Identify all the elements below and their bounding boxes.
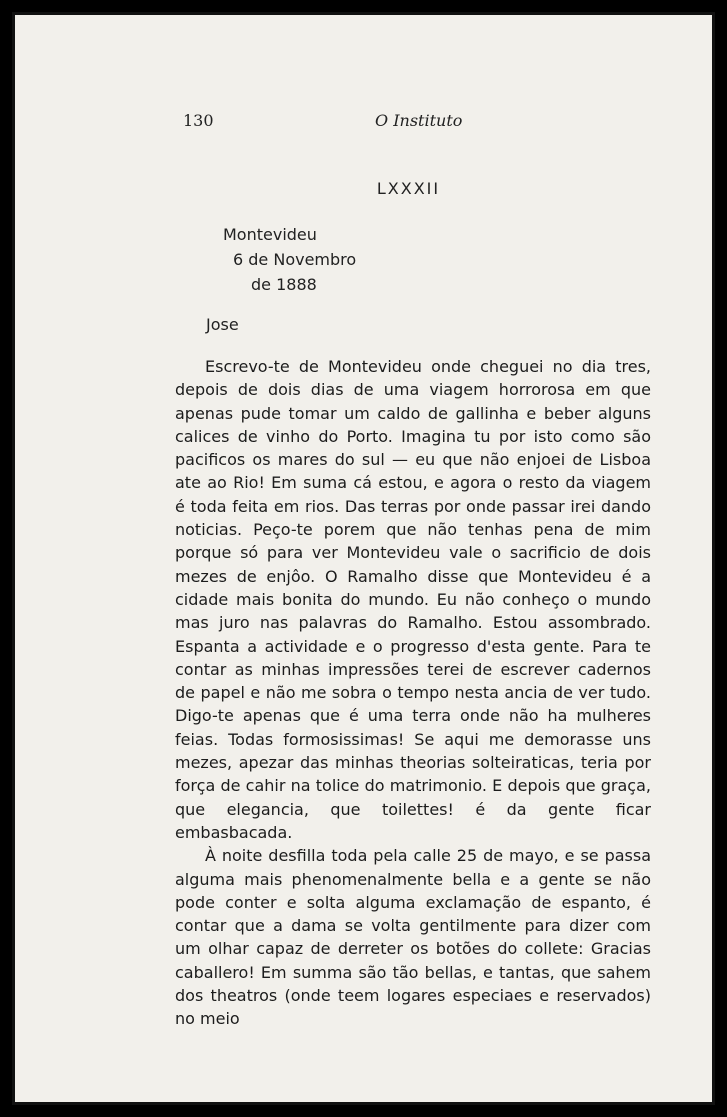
dateline-place: Montevideu — [223, 225, 317, 244]
page-header — [175, 111, 475, 131]
book-page — [12, 12, 715, 1105]
paragraph-2: À noite desfilla toda pela calle 25 de mayo, e se passa alguma mais phenomenalmente bella e a gente se não pode conter e solta alguma exclamação de espanto, é contar que a dama se volta gentilmente para dizer com um olhar capaz de derreter os botões do collete: Gracias caballero! Em summa são tão bellas, e tantas, que sahem dos theatros (onde teem logares especiaes e reservados) no meio — [175, 846, 651, 1029]
letter-salutation: Jose — [206, 315, 239, 334]
paragraph-1: Escrevo-te de Montevideu onde cheguei no dia tres, depois de dois dias de uma viagem horrorosa em que apenas pude tomar um caldo de gallinha e beber alguns calices de vinho do Porto. Imagina tu por isto como são pacificos os mares do sul — eu que não enjoei de Lisboa ate ao Rio! Em suma cá estou, e agora o resto da viagem é toda feita em rios. Das terras por onde passar irei dando noticias. Peço-te porem que não tenhas pena de mim porque só para ver Montevideu vale o sacrificio de dois mezes de enjôo. O Ramalho disse que Montevideu é a cidade mais bonita do mundo. Eu não conheço o mundo mas juro nas palavras do Ramalho. Estou assombrado. Espanta a actividade e o progresso d'esta gente. Para te contar as minhas impressões terei de escrever cadernos de papel e não me sobra o tempo nesta ancia de ver tudo. Digo-te apenas que é uma terra onde não ha mulheres feias. Todas formosissimas! Se aqui me demorasse uns mezes, apezar das minhas theorias solteiraticas, teria por força de cahir na tolice do matrimonio. E depois que graça, que elegancia, que toilettes! é da gente ficar embasbacada. — [175, 357, 651, 842]
running-title: O Instituto — [375, 111, 463, 130]
chapter-heading: LXXXII — [376, 179, 441, 198]
dateline-year: de 1888 — [251, 275, 317, 294]
page-number: 130 — [183, 111, 214, 130]
dateline-date: 6 de Novembro — [233, 250, 357, 269]
letter-dateline — [223, 222, 356, 297]
letter-body — [175, 355, 651, 1031]
